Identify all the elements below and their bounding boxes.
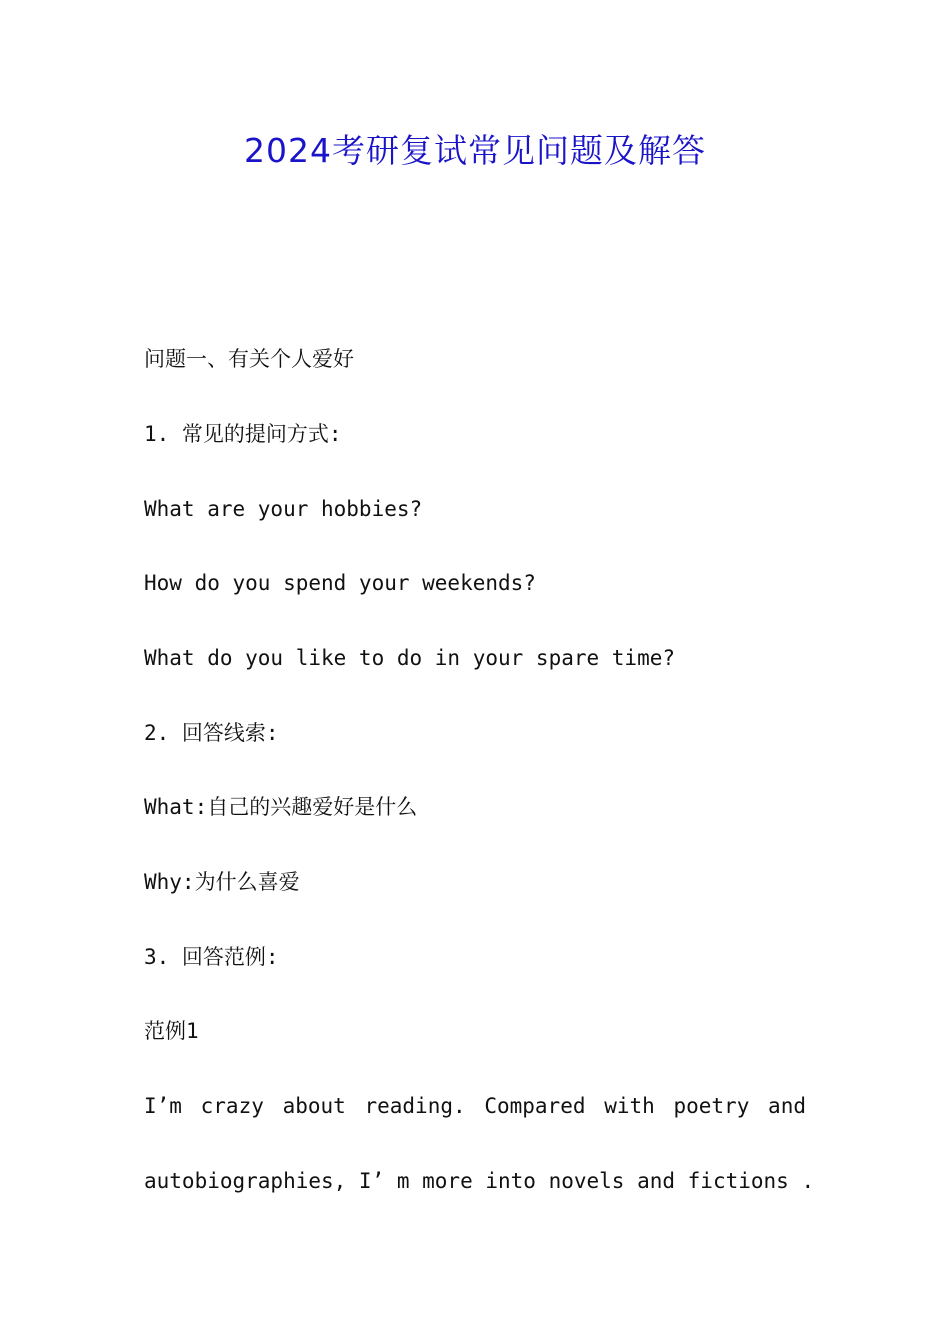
example-title: 范例1 — [144, 1019, 199, 1043]
question-item: How do you spend your weekends? — [144, 571, 536, 595]
example-paragraph-line-2: autobiographies, I’ m more into novels and fictions . — [144, 1169, 815, 1193]
example-word: and — [768, 1094, 806, 1118]
clue-item: What:自己的兴趣爱好是什么 — [144, 795, 418, 819]
question-item: What do you like to do in your spare time? — [144, 646, 676, 670]
clue-label: 2. 回答线索: — [144, 721, 279, 745]
example-word: I’m — [144, 1094, 182, 1118]
example-label: 3. 回答范例: — [144, 945, 279, 969]
document-title: 2024考研复试常见问题及解答 — [244, 131, 706, 170]
clue-item: Why:为什么喜爱 — [144, 870, 300, 894]
section-heading: 问题一、有关个人爱好 — [144, 347, 354, 371]
example-word: Compared — [484, 1094, 586, 1118]
example-word: poetry — [673, 1094, 750, 1118]
question-list-label: 1. 常见的提问方式: — [144, 422, 342, 446]
example-word: about — [282, 1094, 346, 1118]
example-word: with — [604, 1094, 655, 1118]
example-word: reading. — [364, 1094, 466, 1118]
example-word: crazy — [200, 1094, 264, 1118]
example-paragraph-line-1 — [144, 1091, 806, 1121]
question-item: What are your hobbies? — [144, 497, 423, 521]
